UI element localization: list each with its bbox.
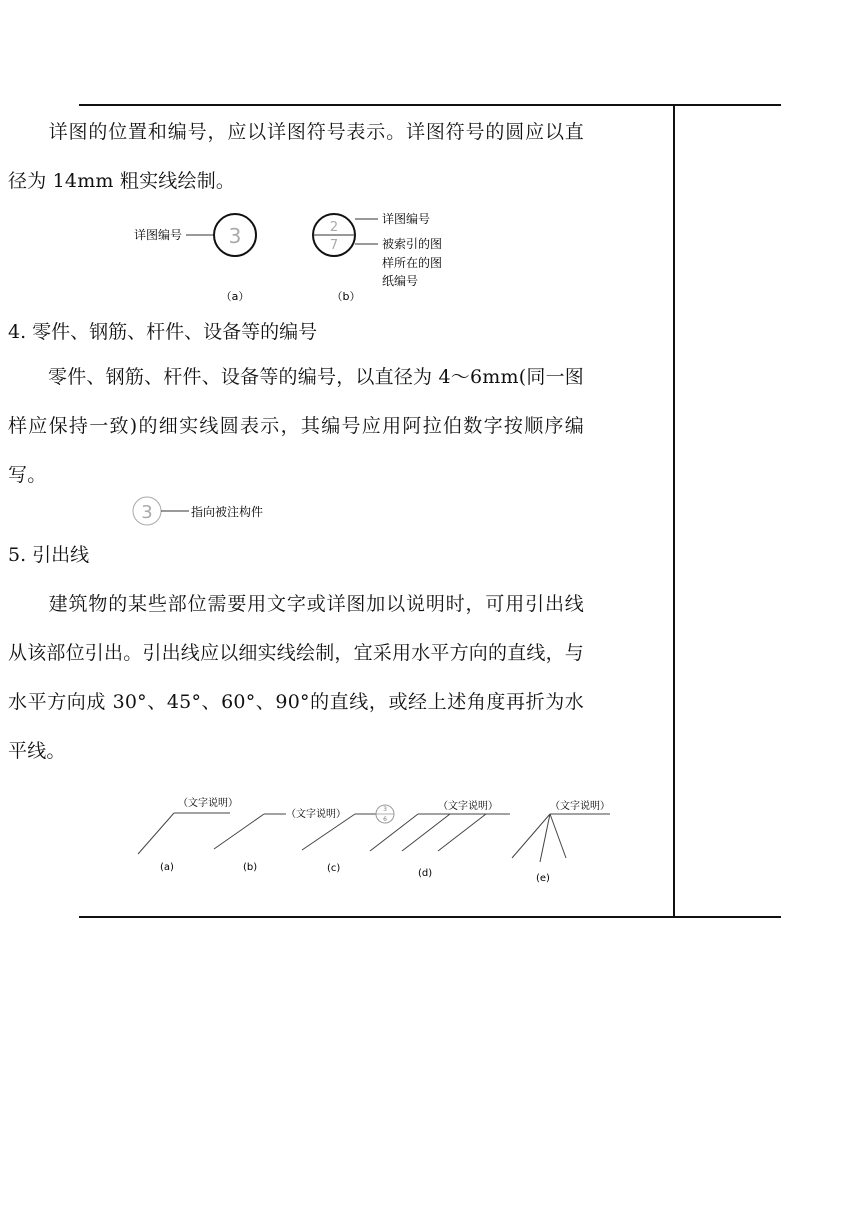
caption-b: （b） bbox=[331, 290, 361, 303]
caption-a: （a） bbox=[220, 290, 250, 303]
column-divider bbox=[673, 104, 675, 918]
section-4-text: 零件、钢筋、杆件、设备等的编号，以直径为 4～6mm(同一图样应保持一致)的细实线圆表示，其编号应用阿拉伯数字按顺序编写。 bbox=[8, 366, 584, 486]
leader-line-figure bbox=[130, 790, 620, 890]
section-5-paragraph bbox=[8, 580, 584, 776]
detail-number-label-a: 详图编号 bbox=[134, 228, 183, 242]
leader-e-text: （文字说明） bbox=[550, 801, 610, 812]
top-rule bbox=[79, 104, 781, 106]
leader-e-incline-2 bbox=[540, 814, 550, 862]
caption-leader-c: (c) bbox=[327, 863, 341, 874]
leader-d-text: （文字说明） bbox=[438, 801, 498, 812]
caption-leader-e: (e) bbox=[536, 873, 550, 884]
detail-number-b-top: 2 bbox=[329, 220, 339, 235]
section-4-heading: 4. 零件、钢筋、杆件、设备等的编号 bbox=[8, 321, 318, 343]
sheet-label-line1: 被索引的图 bbox=[382, 237, 443, 251]
part-number: 3 bbox=[141, 502, 153, 523]
sheet-label-line2: 样所在的图 bbox=[382, 256, 443, 270]
caption-leader-d: (d) bbox=[418, 868, 433, 879]
section-5-heading: 5. 引出线 bbox=[8, 544, 90, 566]
leader-c-circle-bottom: 6 bbox=[383, 816, 387, 823]
leader-a-text: （文字说明） bbox=[178, 798, 238, 809]
leader-b-text: （文字说明） bbox=[286, 809, 346, 820]
detail-symbol-text: 详图的位置和编号，应以详图符号表示。详图符号的圆应以直径为 14mm 粗实线绘制。 bbox=[8, 121, 584, 192]
leader-a-incline bbox=[138, 813, 174, 854]
caption-leader-a: (a) bbox=[160, 862, 174, 873]
sheet-number-b-bottom: 7 bbox=[329, 238, 339, 253]
leader-b-incline bbox=[214, 814, 264, 849]
leader-d-incline-3 bbox=[438, 814, 486, 851]
part-number-figure bbox=[125, 494, 295, 528]
leader-c-circle-top: 3 bbox=[383, 806, 387, 813]
leader-e-incline-3 bbox=[550, 814, 566, 858]
detail-symbol-figure bbox=[120, 205, 460, 305]
sheet-label-line3: 纸编号 bbox=[382, 274, 419, 288]
section-4-paragraph bbox=[8, 353, 584, 500]
caption-leader-b: (b) bbox=[243, 862, 258, 873]
leader-d-incline-1 bbox=[370, 814, 418, 851]
leader-d-incline-2 bbox=[402, 814, 450, 851]
detail-number-label-b: 详图编号 bbox=[382, 212, 431, 226]
leader-e-incline-1 bbox=[512, 814, 550, 858]
detail-number-a: 3 bbox=[228, 224, 242, 248]
bottom-rule bbox=[79, 916, 781, 918]
part-leader-label: 指向被注构件 bbox=[191, 505, 264, 519]
detail-symbol-paragraph bbox=[8, 108, 584, 206]
section-5-text: 建筑物的某些部位需要用文字或详图加以说明时，可用引出线从该部位引出。引出线应以细实线绘制，宜采用水平方向的直线，与水平方向成 30°、45°、60°、90°的直线，或经上述角度再折为水平线。 bbox=[8, 593, 585, 762]
